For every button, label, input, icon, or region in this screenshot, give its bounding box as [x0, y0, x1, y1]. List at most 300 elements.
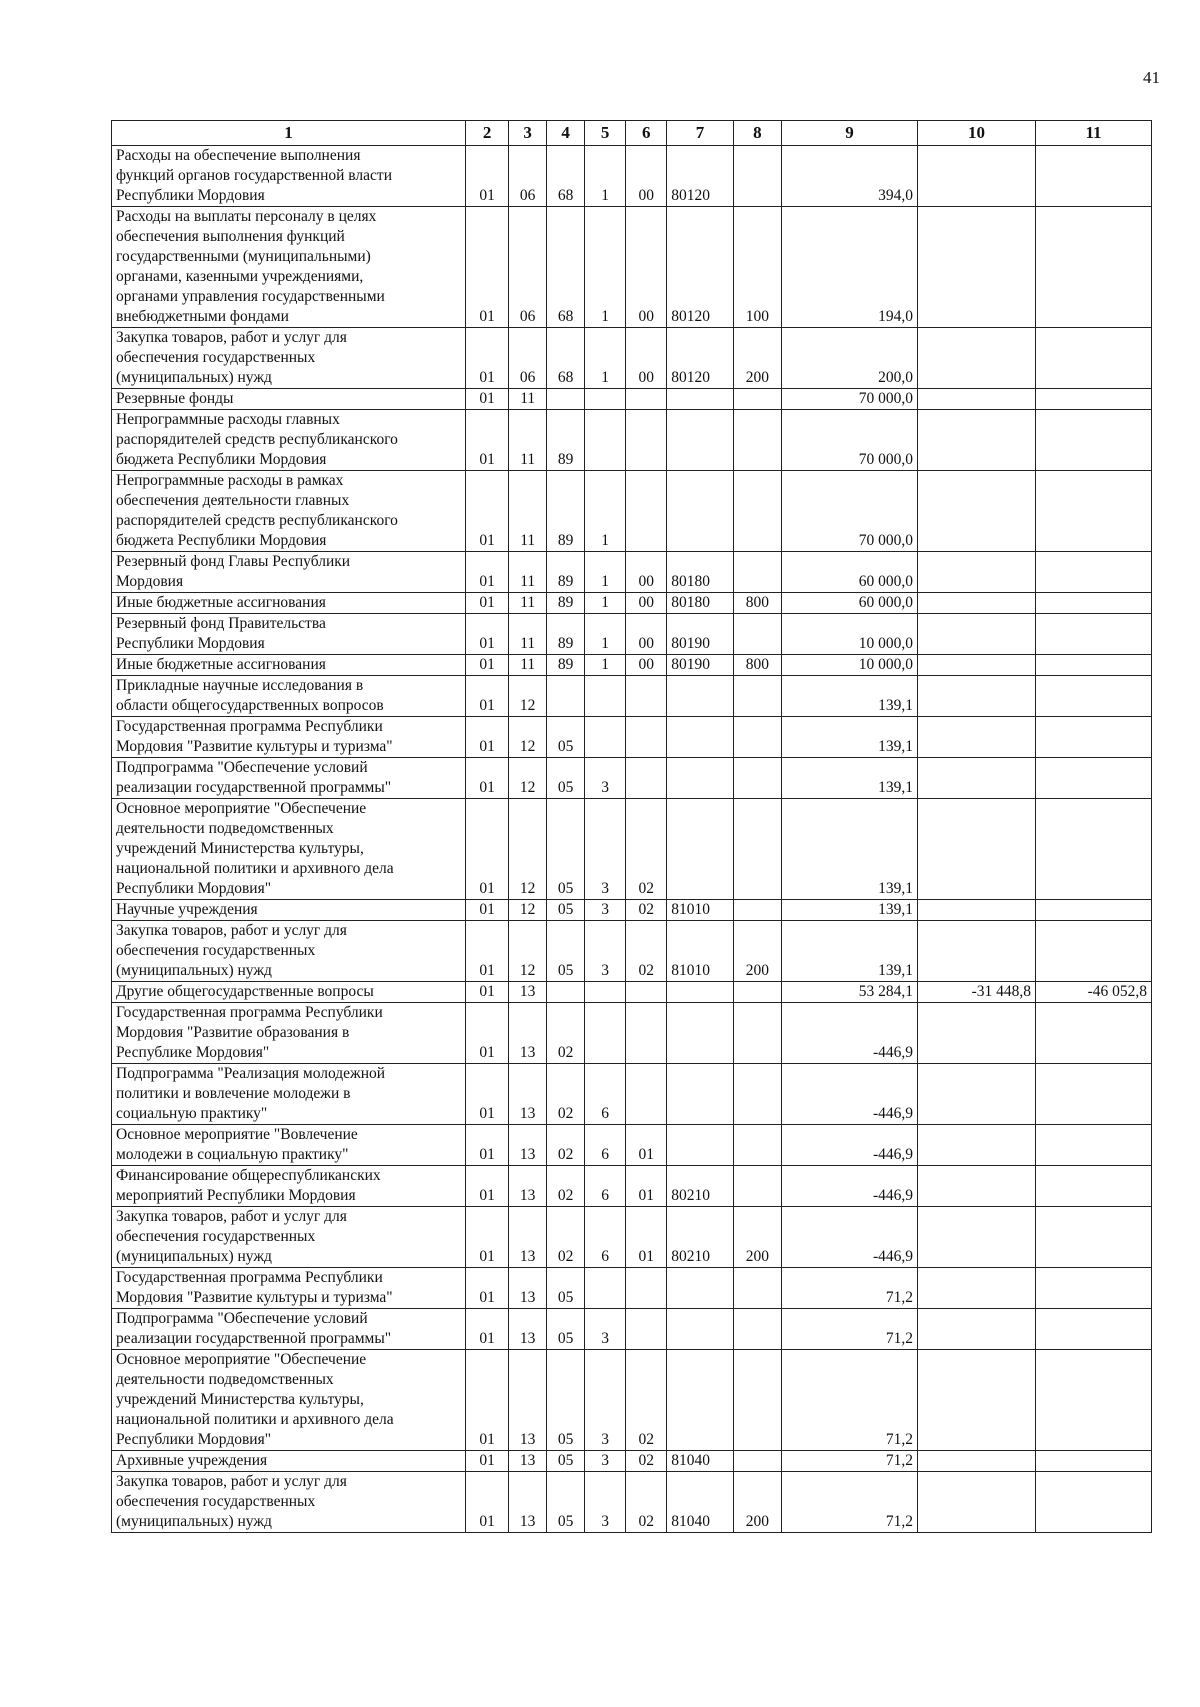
- code-program-cell: [547, 921, 585, 982]
- code-event-cell-text: 00: [638, 573, 654, 590]
- amount-cell-text: 71,2: [885, 1289, 914, 1306]
- row-name-cell: [112, 1268, 466, 1309]
- amount-cell: [782, 410, 918, 471]
- code-program-cell: [547, 328, 585, 389]
- code-direction-cell: [667, 1472, 733, 1533]
- code-expense-type-cell: [733, 207, 781, 328]
- code-event-cell: [626, 676, 667, 717]
- code-expense-type-cell: [733, 900, 781, 921]
- code-section-cell-text: 01: [479, 1452, 495, 1469]
- table-row: [112, 1064, 1152, 1125]
- row-name-cell-text: Иные бюджетные ассигнования: [116, 656, 326, 673]
- code-section-cell: [466, 552, 509, 593]
- column-header: 9: [782, 121, 918, 146]
- code-subsection-cell-text: 12: [519, 738, 536, 755]
- code-direction-cell: [667, 1125, 733, 1166]
- code-subprogram-cell: [585, 1350, 626, 1451]
- code-subprogram-cell-text: 3: [601, 880, 609, 897]
- code-section-cell-text: 01: [479, 901, 495, 918]
- column-header: 4: [547, 121, 585, 146]
- code-section-cell: [466, 1207, 509, 1268]
- code-subprogram-cell: [585, 471, 626, 552]
- row-name-cell: [112, 389, 466, 410]
- code-expense-type-cell: [733, 1064, 781, 1125]
- code-event-cell-text: 02: [638, 1452, 654, 1469]
- code-expense-type-cell: [733, 676, 781, 717]
- code-section-cell: [466, 982, 509, 1003]
- code-direction-cell: [667, 717, 733, 758]
- amount-cell: [782, 1166, 918, 1207]
- column-header: 11: [1036, 121, 1152, 146]
- code-subsection-cell-text: 11: [520, 451, 536, 468]
- amount-2-cell: [918, 1350, 1036, 1451]
- code-subprogram-cell-text: 3: [601, 962, 609, 979]
- amount-3-cell: [1036, 1268, 1152, 1309]
- code-subprogram-cell: [585, 799, 626, 900]
- code-subprogram-cell-text: 3: [601, 1330, 609, 1347]
- amount-2-cell: [918, 389, 1036, 410]
- code-subprogram-cell: [585, 1309, 626, 1350]
- amount-3-cell: [1036, 799, 1152, 900]
- table-row: [112, 1350, 1152, 1451]
- code-subprogram-cell-text: 6: [601, 1146, 609, 1163]
- row-name-cell: [112, 921, 466, 982]
- code-subprogram-cell-text: 1: [601, 635, 609, 652]
- row-name-cell-text: Непрограммные расходы в рамках обеспечения деятельности главных распорядителей средств республиканского бюджета Республики Мордовия: [116, 472, 398, 549]
- code-program-cell: [547, 1125, 585, 1166]
- code-section-cell-text: 01: [479, 308, 495, 325]
- code-subsection-cell-text: 13: [519, 983, 536, 1000]
- row-name-cell-text: Закупка товаров, работ и услуг для обеспечения государственных (муниципальных) нужд: [116, 922, 347, 979]
- row-name-cell-text: Резервный фонд Правительства Республики Мордовия: [116, 615, 326, 652]
- code-subsection-cell-text: 13: [519, 1289, 536, 1306]
- amount-cell-text: 71,2: [885, 1452, 914, 1469]
- code-event-cell: [626, 758, 667, 799]
- column-header: 8: [733, 121, 781, 146]
- code-subsection-cell: [509, 799, 547, 900]
- amount-cell-text: 71,2: [885, 1513, 914, 1530]
- code-section-cell-text: 01: [479, 1044, 495, 1061]
- code-event-cell: [626, 1472, 667, 1533]
- code-program-cell-text: 02: [557, 1044, 574, 1061]
- code-direction-cell: [667, 328, 733, 389]
- table-row: [112, 982, 1152, 1003]
- amount-cell: [782, 921, 918, 982]
- code-section-cell: [466, 146, 509, 207]
- code-direction-cell: [667, 552, 733, 593]
- code-program-cell: [547, 1472, 585, 1533]
- table-row: [112, 1166, 1152, 1207]
- code-section-cell-text: 01: [479, 983, 495, 1000]
- column-header: 3: [509, 121, 547, 146]
- code-event-cell-text: 00: [638, 594, 654, 611]
- code-subprogram-cell: [585, 1268, 626, 1309]
- code-section-cell-text: 01: [479, 779, 495, 796]
- code-subsection-cell-text: 13: [519, 1248, 536, 1265]
- amount-2-cell: [918, 1125, 1036, 1166]
- code-expense-type-cell-text: 200: [745, 1248, 769, 1265]
- row-name-cell-text: Основное мероприятие "Вовлечение молодежи в социальную практику": [116, 1126, 358, 1163]
- code-section-cell: [466, 614, 509, 655]
- row-name-cell-text: Подпрограмма "Реализация молодежной политики и вовлечение молодежи в социальную практику": [116, 1065, 386, 1122]
- code-section-cell: [466, 1268, 509, 1309]
- amount-3-cell: [1036, 982, 1152, 1003]
- table-row: [112, 799, 1152, 900]
- code-event-cell: [626, 410, 667, 471]
- amount-cell-text: -446,9: [872, 1146, 914, 1163]
- code-event-cell: [626, 1268, 667, 1309]
- code-section-cell-text: 01: [479, 1431, 495, 1448]
- row-name-cell: [112, 1166, 466, 1207]
- code-program-cell-text: 05: [557, 1431, 574, 1448]
- amount-cell: [782, 328, 918, 389]
- code-expense-type-cell-text: 200: [745, 962, 769, 979]
- code-subprogram-cell: [585, 614, 626, 655]
- table-row: [112, 1451, 1152, 1472]
- code-program-cell: [547, 655, 585, 676]
- code-subprogram-cell: [585, 921, 626, 982]
- code-direction-cell: [667, 593, 733, 614]
- code-subsection-cell-text: 13: [519, 1105, 536, 1122]
- code-subprogram-cell: [585, 1166, 626, 1207]
- amount-cell: [782, 676, 918, 717]
- row-name-cell: [112, 614, 466, 655]
- code-section-cell-text: 01: [479, 1248, 495, 1265]
- code-program-cell: [547, 676, 585, 717]
- table-row: [112, 471, 1152, 552]
- amount-cell: [782, 146, 918, 207]
- table-row: [112, 207, 1152, 328]
- code-program-cell: [547, 717, 585, 758]
- amount-cell-text: -446,9: [872, 1044, 914, 1061]
- code-event-cell: [626, 1003, 667, 1064]
- code-subsection-cell: [509, 1003, 547, 1064]
- row-name-cell: [112, 717, 466, 758]
- code-subsection-cell-text: 13: [519, 1452, 536, 1469]
- row-name-cell: [112, 1003, 466, 1064]
- code-subprogram-cell: [585, 389, 626, 410]
- row-name-cell-text: Непрограммные расходы главных распорядителей средств республиканского бюджета Республики Мордовия: [116, 411, 398, 468]
- code-program-cell: [547, 1309, 585, 1350]
- code-subsection-cell: [509, 982, 547, 1003]
- amount-2-cell: [918, 410, 1036, 471]
- amount-cell: [782, 1472, 918, 1533]
- table-row: [112, 593, 1152, 614]
- code-section-cell-text: 01: [479, 390, 495, 407]
- amount-2-cell: [918, 593, 1036, 614]
- code-event-cell: [626, 900, 667, 921]
- code-direction-cell: [667, 655, 733, 676]
- amount-2-cell: [918, 900, 1036, 921]
- amount-3-cell: [1036, 1003, 1152, 1064]
- row-name-cell: [112, 1309, 466, 1350]
- amount-cell-text: 139,1: [878, 962, 914, 979]
- amount-3-cell: [1036, 676, 1152, 717]
- code-event-cell-text: 02: [638, 1431, 654, 1448]
- code-subprogram-cell-text: 1: [601, 187, 609, 204]
- code-subprogram-cell: [585, 146, 626, 207]
- row-name-cell: [112, 1125, 466, 1166]
- code-program-cell: [547, 410, 585, 471]
- code-subprogram-cell: [585, 410, 626, 471]
- code-subprogram-cell-text: 1: [601, 573, 609, 590]
- amount-cell-text: 70 000,0: [858, 451, 914, 468]
- amount-3-cell: [1036, 1125, 1152, 1166]
- amount-3-cell: [1036, 1064, 1152, 1125]
- code-direction-cell: [667, 1003, 733, 1064]
- code-section-cell-text: 01: [479, 656, 495, 673]
- code-program-cell-text: 02: [557, 1146, 574, 1163]
- amount-2-cell: [918, 1166, 1036, 1207]
- code-subsection-cell: [509, 410, 547, 471]
- code-direction-cell: [667, 921, 733, 982]
- amount-cell: [782, 593, 918, 614]
- table-row: [112, 328, 1152, 389]
- code-subprogram-cell-text: 1: [601, 532, 609, 549]
- amount-3-cell: [1036, 552, 1152, 593]
- amount-cell: [782, 900, 918, 921]
- code-event-cell: [626, 1166, 667, 1207]
- code-subsection-cell: [509, 552, 547, 593]
- code-subsection-cell-text: 13: [519, 1513, 536, 1530]
- code-program-cell-text: 68: [557, 308, 574, 325]
- code-subsection-cell-text: 12: [519, 962, 536, 979]
- table-row: [112, 614, 1152, 655]
- code-program-cell-text: 05: [557, 1513, 574, 1530]
- code-section-cell-text: 01: [479, 573, 495, 590]
- amount-3-cell: [1036, 758, 1152, 799]
- code-program-cell-text: 89: [557, 532, 574, 549]
- code-section-cell: [466, 1350, 509, 1451]
- code-program-cell-text: 89: [557, 594, 574, 611]
- row-name-cell: [112, 758, 466, 799]
- code-program-cell: [547, 1003, 585, 1064]
- code-subsection-cell-text: 06: [519, 187, 536, 204]
- code-expense-type-cell: [733, 552, 781, 593]
- amount-cell: [782, 1125, 918, 1166]
- amount-3-cell: [1036, 717, 1152, 758]
- code-expense-type-cell: [733, 1472, 781, 1533]
- code-direction-cell: [667, 676, 733, 717]
- code-expense-type-cell: [733, 471, 781, 552]
- table-row: [112, 389, 1152, 410]
- amount-3-cell: [1036, 1350, 1152, 1451]
- code-direction-cell: [667, 410, 733, 471]
- row-name-cell-text: Подпрограмма "Обеспечение условий реализации государственной программы": [116, 759, 392, 796]
- amount-2-cell: [918, 655, 1036, 676]
- code-section-cell-text: 01: [479, 1513, 495, 1530]
- code-direction-cell: [667, 1064, 733, 1125]
- amount-cell: [782, 1309, 918, 1350]
- code-subsection-cell-text: 12: [519, 779, 536, 796]
- code-direction-cell: [667, 1451, 733, 1472]
- code-direction-cell: [667, 471, 733, 552]
- code-subprogram-cell: [585, 1003, 626, 1064]
- code-expense-type-cell: [733, 410, 781, 471]
- code-program-cell-text: 05: [557, 779, 574, 796]
- code-event-cell: [626, 593, 667, 614]
- amount-3-cell: [1036, 900, 1152, 921]
- code-expense-type-cell-text: 100: [745, 308, 769, 325]
- column-header: 6: [626, 121, 667, 146]
- code-section-cell: [466, 900, 509, 921]
- amount-3-cell: [1036, 614, 1152, 655]
- code-program-cell: [547, 799, 585, 900]
- code-direction-cell: [667, 1166, 733, 1207]
- amount-cell-text: 194,0: [878, 308, 914, 325]
- code-expense-type-cell: [733, 1451, 781, 1472]
- row-name-cell-text: Государственная программа Республики Мордовия "Развитие культуры и туризма": [116, 1269, 393, 1306]
- code-direction-cell-text: 80180: [671, 594, 710, 611]
- amount-2-cell: [918, 676, 1036, 717]
- page-number: 41: [1143, 68, 1160, 87]
- code-subsection-cell: [509, 1451, 547, 1472]
- code-section-cell-text: 01: [479, 1330, 495, 1347]
- code-subprogram-cell: [585, 758, 626, 799]
- code-direction-cell: [667, 1350, 733, 1451]
- code-section-cell-text: 01: [479, 187, 495, 204]
- row-name-cell: [112, 1207, 466, 1268]
- code-section-cell-text: 01: [479, 1105, 495, 1122]
- amount-3-cell: [1036, 146, 1152, 207]
- column-header: 10: [918, 121, 1036, 146]
- code-subprogram-cell-text: 3: [601, 1431, 609, 1448]
- code-expense-type-cell-text: 800: [745, 594, 769, 611]
- code-subsection-cell-text: 12: [519, 697, 536, 714]
- amount-cell-text: 139,1: [878, 880, 914, 897]
- code-event-cell: [626, 799, 667, 900]
- code-program-cell: [547, 207, 585, 328]
- code-direction-cell-text: 80190: [671, 635, 710, 652]
- code-event-cell: [626, 717, 667, 758]
- code-subsection-cell-text: 06: [519, 369, 536, 386]
- table-row: [112, 1472, 1152, 1533]
- amount-2-cell: [918, 552, 1036, 593]
- row-name-cell-text: Государственная программа Республики Мордовия "Развитие образования в Республике Мордовия": [116, 1004, 383, 1061]
- code-expense-type-cell: [733, 1125, 781, 1166]
- amount-cell-text: 10 000,0: [858, 635, 914, 652]
- code-expense-type-cell: [733, 593, 781, 614]
- code-section-cell: [466, 1166, 509, 1207]
- code-subsection-cell-text: 13: [519, 1431, 536, 1448]
- code-event-cell: [626, 146, 667, 207]
- code-subsection-cell: [509, 593, 547, 614]
- amount-cell-text: 70 000,0: [858, 532, 914, 549]
- amount-2-cell: [918, 614, 1036, 655]
- row-name-cell: [112, 900, 466, 921]
- code-expense-type-cell: [733, 799, 781, 900]
- code-expense-type-cell: [733, 921, 781, 982]
- code-subprogram-cell: [585, 982, 626, 1003]
- code-event-cell-text: 00: [638, 369, 654, 386]
- code-direction-cell-text: 81040: [671, 1513, 710, 1530]
- amount-3-cell-text: -46 052,8: [1087, 983, 1147, 1000]
- amount-cell: [782, 655, 918, 676]
- amount-2-cell: [918, 1309, 1036, 1350]
- code-program-cell: [547, 1064, 585, 1125]
- code-program-cell-text: 89: [557, 635, 574, 652]
- table-row: [112, 758, 1152, 799]
- code-section-cell: [466, 655, 509, 676]
- code-direction-cell: [667, 758, 733, 799]
- row-name-cell-text: Научные учреждения: [116, 901, 258, 918]
- code-subprogram-cell-text: 3: [601, 901, 609, 918]
- code-subsection-cell: [509, 207, 547, 328]
- amount-cell-text: 139,1: [878, 901, 914, 918]
- amount-3-cell: [1036, 207, 1152, 328]
- amount-2-cell: [918, 799, 1036, 900]
- amount-cell-text: -446,9: [872, 1248, 914, 1265]
- code-subprogram-cell-text: 6: [601, 1187, 609, 1204]
- amount-2-cell: [918, 1064, 1036, 1125]
- code-expense-type-cell-text: 200: [745, 369, 769, 386]
- code-section-cell: [466, 1003, 509, 1064]
- code-program-cell: [547, 1166, 585, 1207]
- amount-cell-text: 60 000,0: [858, 573, 914, 590]
- amount-2-cell: [918, 1451, 1036, 1472]
- amount-cell-text: 394,0: [878, 187, 914, 204]
- code-expense-type-cell: [733, 1207, 781, 1268]
- code-program-cell-text: 68: [557, 369, 574, 386]
- code-expense-type-cell: [733, 655, 781, 676]
- code-subprogram-cell: [585, 655, 626, 676]
- table-row: [112, 717, 1152, 758]
- row-name-cell: [112, 593, 466, 614]
- code-program-cell-text: 05: [557, 962, 574, 979]
- code-event-cell-text: 02: [638, 880, 654, 897]
- amount-3-cell: [1036, 1309, 1152, 1350]
- amount-2-cell: [918, 1207, 1036, 1268]
- code-subsection-cell: [509, 1166, 547, 1207]
- table-row: [112, 676, 1152, 717]
- amount-2-cell: [918, 1472, 1036, 1533]
- code-subsection-cell: [509, 676, 547, 717]
- code-program-cell-text: 68: [557, 187, 574, 204]
- code-direction-cell-text: 80120: [671, 187, 710, 204]
- code-subsection-cell-text: 13: [519, 1330, 536, 1347]
- code-subsection-cell: [509, 1125, 547, 1166]
- code-section-cell-text: 01: [479, 697, 495, 714]
- table-row: [112, 146, 1152, 207]
- code-program-cell-text: 02: [557, 1187, 574, 1204]
- code-expense-type-cell: [733, 1166, 781, 1207]
- code-subprogram-cell-text: 1: [601, 308, 609, 325]
- amount-cell-text: 10 000,0: [858, 656, 914, 673]
- code-subsection-cell-text: 11: [520, 573, 536, 590]
- code-program-cell: [547, 1350, 585, 1451]
- amount-cell-text: 53 284,1: [858, 983, 914, 1000]
- code-event-cell-text: 00: [638, 308, 654, 325]
- code-event-cell: [626, 552, 667, 593]
- amount-cell: [782, 1207, 918, 1268]
- code-subprogram-cell: [585, 717, 626, 758]
- row-name-cell-text: Расходы на выплаты персоналу в целях обеспечения выполнения функций государственными (муниципальными) органами, казенными учреждениями, органами управления государственными внебюджетными фондами: [116, 208, 385, 325]
- code-subprogram-cell-text: 3: [601, 1452, 609, 1469]
- code-subprogram-cell-text: 3: [601, 1513, 609, 1530]
- row-name-cell-text: Основное мероприятие "Обеспечение деятельности подведомственных учреждений Министерства культуры, национальной политики и архивного дела Республики Мордовия": [116, 800, 394, 897]
- code-subsection-cell-text: 13: [519, 1187, 536, 1204]
- code-program-cell: [547, 389, 585, 410]
- row-name-cell-text: Финансирование общереспубликанских мероприятий Республики Мордовия: [116, 1167, 381, 1204]
- code-subsection-cell-text: 12: [519, 901, 536, 918]
- amount-3-cell: [1036, 1207, 1152, 1268]
- code-subprogram-cell: [585, 1125, 626, 1166]
- code-program-cell: [547, 471, 585, 552]
- table-row: [112, 900, 1152, 921]
- code-program-cell: [547, 758, 585, 799]
- column-header: 5: [585, 121, 626, 146]
- row-name-cell-text: Основное мероприятие "Обеспечение деятельности подведомственных учреждений Министерства культуры, национальной политики и архивного дела Республики Мордовия": [116, 1351, 394, 1448]
